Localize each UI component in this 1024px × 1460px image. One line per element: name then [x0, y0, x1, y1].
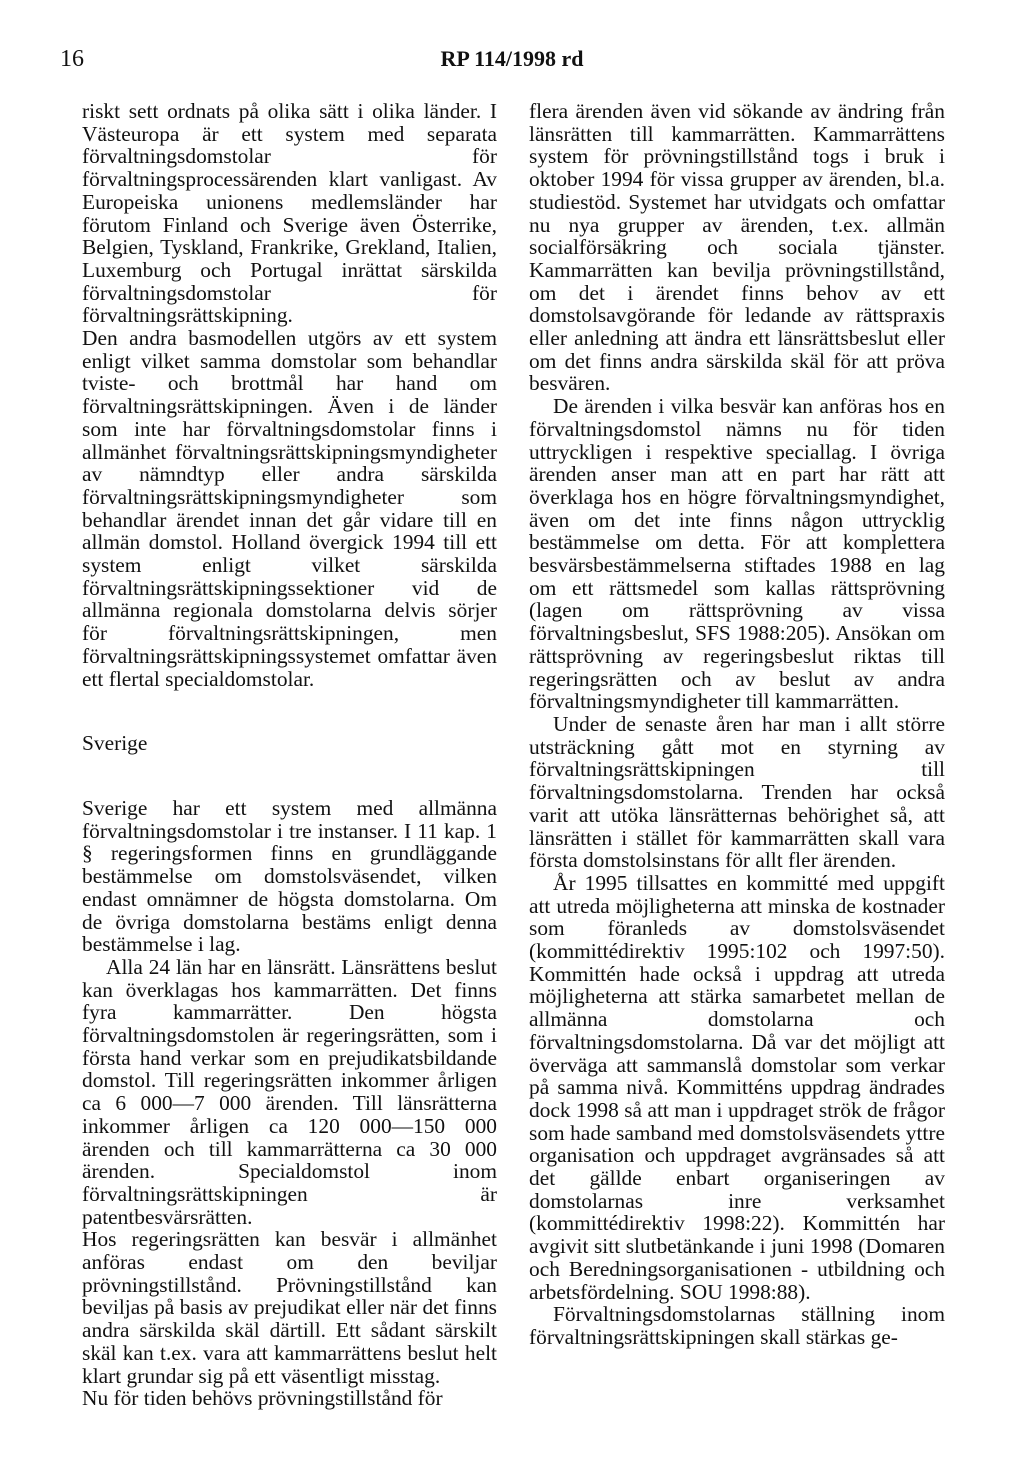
- paragraph: riskt sett ordnats på olika sätt i olika länder. I Västeuropa är ett system med separata förvaltningsdomstolar för förvaltningsprocessärenden klart vanligast. Av Europeiska unionens medlemsländer har förutom Finland och Sverige även Österrike, Belgien, Tyskland, Frankrike, Grekland, Italien, Luxemburg och Portugal inrättat särskilda förvaltningsdomstolar för förvaltningsrättskipning.: [82, 99, 497, 328]
- paragraph: flera ärenden även vid sökande av ändring från länsrätten till kammarrätten. Kammarrättens system för prövningstillstånd togs i bruk i oktober 1994 för vissa grupper av ärenden, bl.a. studiestöd. Systemet har utvidgats och omfattar nu nya grupper av ärenden, t.ex. allmän socialförsäkring och sociala tjänster. Kammarrätten kan bevilja prövningstillstånd, om det i ärendet finns behov av ett domstolsavgörande för ledande av rättspraxis eller anledning att ändra ett länsrättsbeslut eller om det finns andra särskilda skäl för att pröva besvären.: [529, 99, 945, 396]
- left-column: [82, 100, 497, 1410]
- paragraph: Alla 24 län har en länsrätt. Länsrättens beslut kan överklagas hos kammarrätten. Det finns fyra kammarrätter. Den högsta förvaltningsdomstolen är regeringsrätten, som i första hand verkar som en prejudikatsbildande domstol. Till regeringsrätten inkommer årligen ca 6 000—7 000 ärenden. Till länsrätterna inkommer årligen ca 120 000—150 000 ärenden och till kammarrätterna ca 30 000 ärenden. Specialdomstol inom förvaltningsrättskipningen är patentbesvärsrätten.: [82, 954, 497, 1229]
- page-number: 16: [60, 46, 84, 72]
- paragraph: Den andra basmodellen utgörs av ett system enligt vilket samma domstolar som behandlar tviste- och brottmål har hand om förvaltningsrättskipningen. Även i de länder som inte har förvaltningsdomstolar finns i allmänhet förvaltningsrättskipningsmyndigheter av nämndtyp eller andra särskilda förvaltningsrättskipningsmyndigheter som behandlar ärendet innan det går vidare till en allmän domstol. Holland övergick 1994 till ett system enligt vilket särskilda förvaltningsrättskipningssektioner vid de allmänna regionala domstolarna delvis sörjer för förvaltningsrättskipningen, men förvaltningsrättskipningssystemet omfattar även ett flertal specialdomstolar.: [82, 326, 497, 691]
- paragraph: Hos regeringsrätten kan besvär i allmänhet anföras endast om den beviljar prövningstillstånd. Prövningstillstånd kan beviljas på basis av prejudikat eller när det finns andra särskilda skäl därtill. Ett sådant särskilt skäl kan t.ex. vara att kammarrättens beslut helt klart grundar sig på ett väsentligt misstag.: [82, 1227, 497, 1388]
- paragraph: Förvaltningsdomstolarnas ställning inom förvaltningsrättskipningen skall stärkas ge-: [529, 1302, 945, 1349]
- document-id: RP 114/1998 rd: [440, 46, 584, 71]
- paragraph: Sverige har ett system med allmänna förvaltningsdomstolar i tre instanser. I 11 kap. 1 § regeringsformen finns en grundläggande bestämmelse om domstolsväsendet, vilken endast omnämner de högsta domstolarna. Om de övriga domstolarna bestäms enligt denna bestämmelse i lag.: [82, 795, 497, 957]
- page-header: [0, 46, 1024, 76]
- paragraph: Under de senaste åren har man i allt större utsträckning gått mot en styrning av förvaltningsrättskipningen till förvaltningsdomstolarna. Trenden har också varit att utöka länsrätternas behörighet så, att länsrätten i stället för kammarrätten skall vara första domstolsinstans för allt fler ärenden.: [529, 711, 945, 873]
- paragraph: De ärenden i vilka besvär kan anföras hos en förvaltningsdomstol nämns nu för tiden uttryckligen i respektive speciallag. I övriga ärenden anser man att en part har rätt att överklaga hos en högre förvaltningsmyndighet, även om det inte finns någon uttrycklig bestämmelse om detta. För att komplettera besvärsbestämmelserna stiftades 1988 en lag om ett rättsmedel som kallas rättsprövning (lagen om rättsprövning av vissa förvaltningsbeslut, SFS 1988:205). Ansökan om rättsprövning av regeringsbeslut riktas till regeringsrätten och av beslut av andra förvaltningsmyndigheter till kammarrätten.: [529, 394, 945, 714]
- paragraph: År 1995 tillsattes en kommitté med uppgift att utreda möjligheterna att minska de kostnader som föranleds av domstolsväsendet (kommittédirektiv 1995:102 och 1997:50). Kommittén hade också i uppdrag att utreda möjligheterna att stärka samarbetet mellan de allmänna domstolarna och förvaltningsdomstolarna. Då var det möjligt att överväga att sammanslå domstolar som verkar på samma nivå. Kommitténs uppdrag ändrades dock 1998 så att man i uppdraget strök de frågor som hade samband med domstolsväsendets yttre organisation och uppdraget avgränsades så att det gällde enbart organiseringen av domstolarnas inre verksamhet (kommittédirektiv 1998:22). Kommittén har avgivit sitt slutbetänkande i juni 1998 (Domaren och Beredningsorganisationen - utbildning och arbetsfördelning. SOU 1998:88).: [529, 870, 945, 1304]
- right-column: [529, 100, 945, 1349]
- section-heading: Sverige: [82, 731, 148, 756]
- paragraph: Nu för tiden behövs prövningstillstånd för: [82, 1386, 443, 1411]
